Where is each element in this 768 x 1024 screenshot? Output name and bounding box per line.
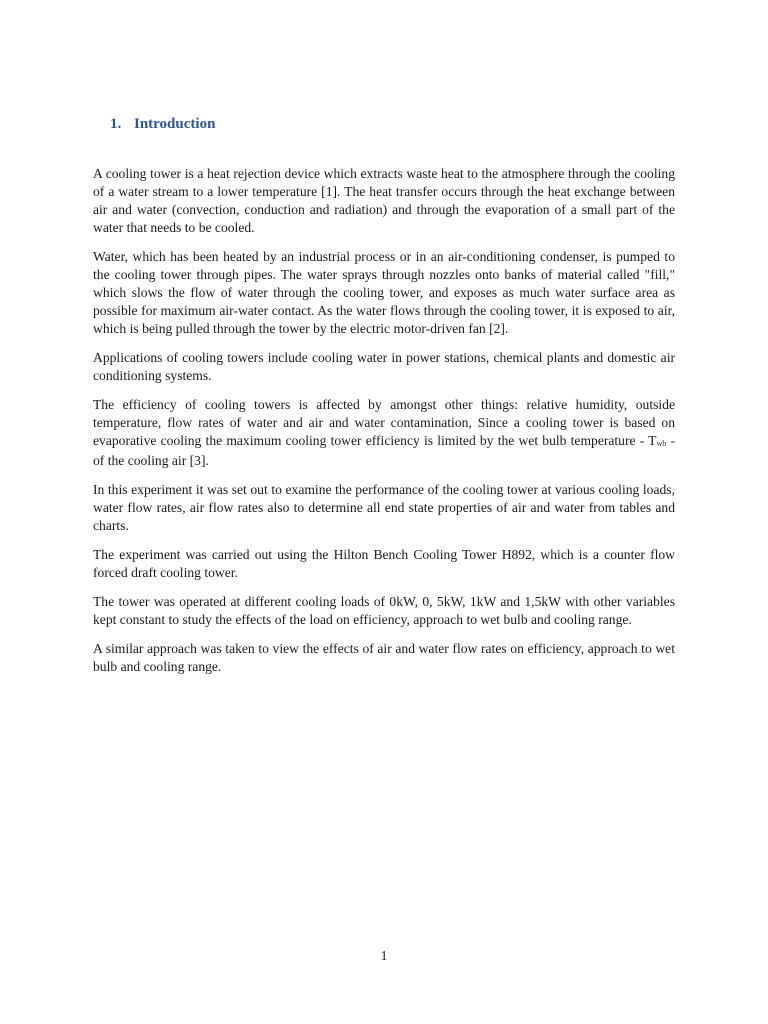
efficiency-text-start: The efficiency of cooling towers is affected by amongst other things: relative humidity, outside temperature, flow rates of water and air and water contamination, Since a cooling tower is based on evaporative cooling the maximum cooling tower efficiency is limited by the wet bulb temperature - T: [93, 397, 675, 448]
paragraph-efficiency: [93, 396, 675, 470]
efficiency-text-end: - of the cooling air [3].: [93, 433, 675, 468]
wet-bulb-subscript: wb: [656, 439, 667, 448]
paragraph-definition: A cooling tower is a heat rejection device which extracts waste heat to the atmosphere through the cooling of a water stream to a lower temperature [1]. The heat transfer occurs through the heat exchange between air and water (convection, conduction and radiation) and through the evaporation of a small part of the water that needs to be cooled.: [93, 166, 675, 235]
paragraph-flow-rates: A similar approach was taken to view the effects of air and water flow rates on efficiency, approach to wet bulb and cooling range.: [93, 641, 675, 674]
paragraph-applications: Applications of cooling towers include cooling water in power stations, chemical plants and domestic air conditioning systems.: [93, 350, 675, 383]
section-number: 1.: [110, 116, 122, 132]
section-heading: [110, 116, 215, 133]
body-text: [93, 165, 675, 687]
section-title: Introduction: [134, 116, 216, 132]
paragraph-apparatus: The experiment was carried out using the Hilton Bench Cooling Tower H892, which is a counter flow forced draft cooling tower.: [93, 547, 675, 580]
paragraph-operation: Water, which has been heated by an industrial process or in an air-conditioning condenser, is pumped to the cooling tower through pipes. The water sprays through nozzles onto banks of material called "fill," which slows the flow of water through the cooling tower, and exposes as much water surface area as possible for maximum air-water contact. As the water flows through the cooling tower, it is exposed to air, which is being pulled through the tower by the electric motor-driven fan [2].: [93, 249, 675, 336]
paragraph-objective: In this experiment it was set out to examine the performance of the cooling tower at various cooling loads, water flow rates, air flow rates also to determine all end state properties of air and water from tables and charts.: [93, 482, 675, 533]
paragraph-cooling-loads: The tower was operated at different cooling loads of 0kW, 0, 5kW, 1kW and 1,5kW with other variables kept constant to study the effects of the load on efficiency, approach to wet bulb and cooling range.: [93, 594, 675, 627]
page-number: 1: [380, 948, 388, 963]
